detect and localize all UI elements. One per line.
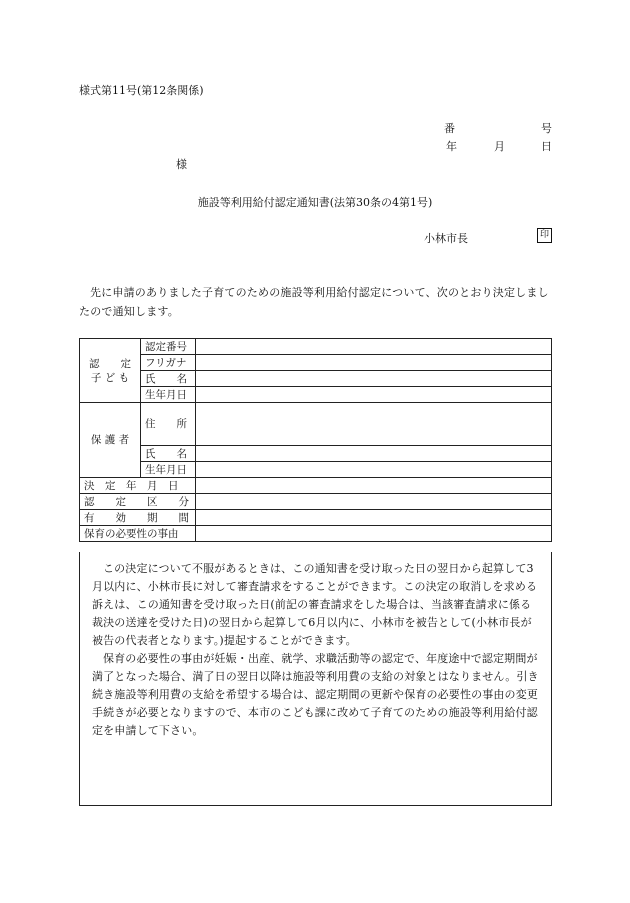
date-year-label: 年: [446, 140, 457, 153]
furigana-label: フリガナ: [141, 355, 196, 371]
guardian-birth-label: 生年月日: [141, 462, 196, 478]
furigana-value[interactable]: [196, 355, 552, 371]
child-name-label: 氏 名: [141, 371, 196, 387]
valid-period-label: 有 効 期 間: [80, 510, 196, 526]
certification-table: [79, 338, 552, 542]
date-month-label: 月: [494, 140, 505, 153]
intro-text: 先に申請のありました子育てのための施設等利用給付認定について、次のとおり決定しましたので通知します。: [79, 286, 549, 318]
address-value[interactable]: [196, 403, 552, 446]
decision-date-value[interactable]: [196, 478, 552, 494]
guardian-birth-value[interactable]: [196, 462, 552, 478]
decision-date-label: 決 定 年 月 日: [80, 478, 196, 494]
form-number: 様式第11号(第12条関係): [79, 84, 204, 97]
child-birth-value[interactable]: [196, 387, 552, 403]
number-label-ban: 番: [444, 122, 455, 135]
notice-paragraph-appeal: この決定について不服があるときは、この通知書を受け取った日の翌日から起算して3月以内に、小林市長に対して審査請求をすることができます。この決定の取消しを求める訴えは、この通知書を受け取った日(前記の審査請求をした場合は、当該審査請求に係る裁決の送達を受けた日)の翌日から起算して6月以内に、小林市を被告として(小林市長が被告の代表者となります。)提起することができます。: [92, 562, 538, 647]
date-day-label: 日: [541, 140, 552, 153]
care-reason-label: 保育の必要性の事由: [80, 526, 196, 542]
child-group-line1: 認 定: [89, 357, 131, 370]
child-birth-label: 生年月日: [141, 387, 196, 403]
addressee-suffix: 様: [176, 158, 187, 171]
valid-period-value[interactable]: [196, 510, 552, 526]
notice-paragraph-renewal: 保育の必要性の事由が妊娠・出産、就学、求職活動等の認定で、年度途中で認定期間が満了となった場合、満了日の翌日以降は施設等利用費の支給の対象とはなりません。引き続き施設等利用費の支給を希望する場合は、認定期間の更新や保育の必要性の事由の変更手続きが必要となりますので、本市のこども課に改めて子育てのための施設等利用給付認定を申請して下さい。: [92, 652, 539, 737]
document-title: 施設等利用給付認定通知書(法第30条の4第1号): [197, 196, 433, 209]
guardian-name-value[interactable]: [196, 446, 552, 462]
notice-box: [79, 552, 552, 806]
care-reason-value[interactable]: [196, 526, 552, 542]
seal-mark: 印: [537, 228, 552, 243]
child-group-label: [80, 339, 141, 403]
child-name-value[interactable]: [196, 371, 552, 387]
issuer-name: 小林市長: [424, 232, 468, 245]
cert-category-value[interactable]: [196, 494, 552, 510]
child-group-line2: 子 ど も: [90, 371, 130, 384]
guardian-group-label: 保 護 者: [80, 403, 141, 478]
address-label: 住 所: [141, 403, 196, 446]
number-label-go: 号: [541, 122, 552, 135]
cert-category-label: 認 定 区 分: [80, 494, 196, 510]
guardian-name-label: 氏 名: [141, 446, 196, 462]
cert-number-value[interactable]: [196, 339, 552, 355]
cert-number-label: 認定番号: [141, 339, 196, 355]
